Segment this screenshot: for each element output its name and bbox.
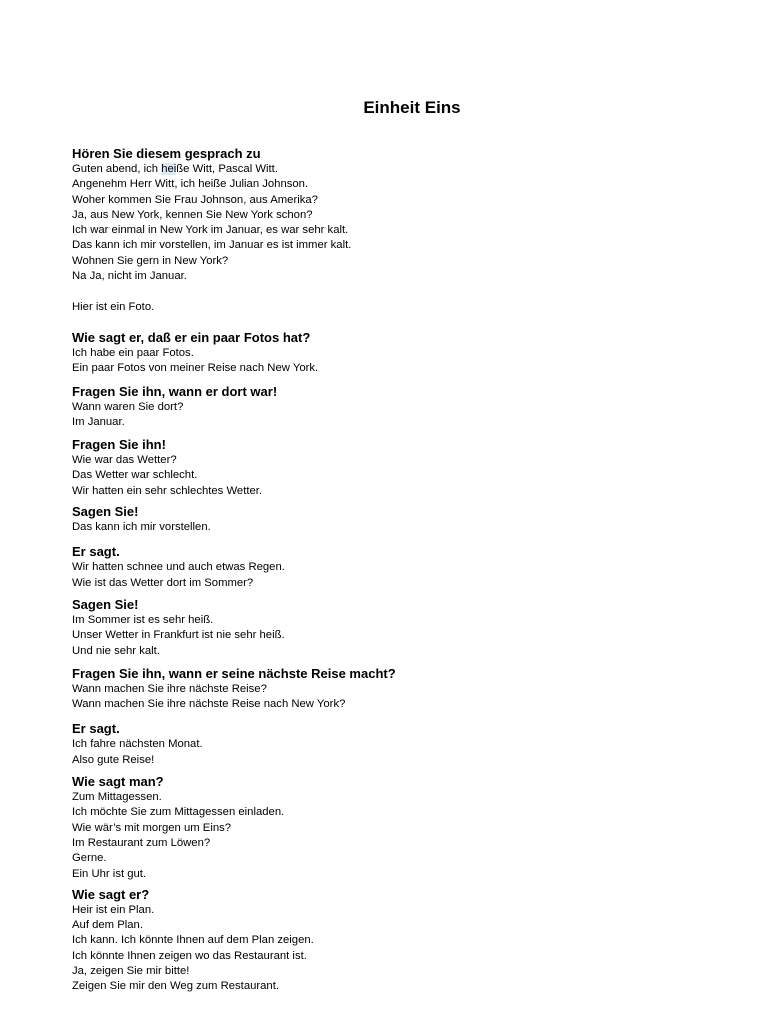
dialogue-line: Hier ist ein Foto. — [72, 300, 155, 313]
dialogue-line: Wohnen Sie gern in New York? — [72, 254, 229, 267]
dialogue-section — [72, 886, 712, 995]
dialogue-line: Also gute Reise! — [72, 753, 155, 766]
dialogue-section — [72, 596, 712, 659]
dialogue-section — [72, 503, 712, 535]
dialogue-line: Na Ja, nicht im Januar. — [72, 270, 187, 283]
section-heading: Fragen Sie ihn! — [72, 437, 166, 453]
dialogue-line: Wie ist das Wetter dort im Sommer? — [72, 576, 254, 589]
section-heading: Er sagt. — [72, 721, 120, 737]
dialogue-line: Gerne. — [72, 852, 107, 865]
dialogue-line: Im Januar. — [72, 415, 125, 428]
section-heading: Hören Sie diesem gesprach zu — [72, 146, 261, 161]
dialogue-line: Das kann ich mir vorstellen. — [72, 521, 211, 534]
section-heading: Sagen Sie! — [72, 596, 139, 612]
section-heading: Fragen Sie ihn, wann er seine nächste Reise macht? — [72, 665, 396, 681]
dialogue-line: Wie war das Wetter? — [72, 454, 177, 467]
dialogue-line: Im Sommer ist es sehr heiß. — [72, 613, 214, 626]
dialogue-line: Das Wetter war schlecht. — [72, 469, 198, 482]
dialogue-line: Das kann ich mir vorstellen, im Januar es ist immer kalt. — [72, 239, 352, 252]
dialogue-line: Woher kommen Sie Frau Johnson, aus Amerika? — [72, 193, 318, 206]
dialogue-section — [72, 145, 712, 315]
document-title: Einheit Eins — [363, 98, 461, 117]
dialogue-section — [72, 665, 712, 713]
dialogue-section — [72, 436, 712, 499]
dialogue-line: Wann machen Sie ihre nächste Reise? — [72, 682, 267, 695]
blank-line — [72, 284, 712, 299]
section-heading: Wie sagt man? — [72, 774, 164, 790]
dialogue-section — [72, 383, 712, 431]
dialogue-line: Ein paar Fotos von meiner Reise nach New York. — [72, 362, 319, 375]
dialogue-line: Wir hatten schnee und auch etwas Regen. — [72, 561, 285, 574]
dialogue-line: Ich habe ein paar Fotos. — [72, 346, 194, 359]
section-heading: Fragen Sie ihn, wann er dort war! — [72, 383, 278, 399]
dialogue-section — [72, 543, 712, 591]
dialogue-line: Wir hatten ein sehr schlechtes Wetter. — [72, 484, 263, 497]
dialogue-line: Wann machen Sie ihre nächste Reise nach New York? — [72, 698, 346, 711]
dialogue-section — [72, 773, 712, 882]
dialogue-line: Ich möchte Sie zum Mittagessen einladen. — [72, 806, 285, 819]
dialogue-line: Im Restaurant zum Löwen? — [72, 836, 211, 849]
dialogue-line: Heir ist ein Plan. — [72, 903, 155, 916]
dialogue-line: Ich kann. Ich könnte Ihnen auf dem Plan zeigen. — [72, 934, 314, 947]
dialogue-line: Ich fahre nächsten Monat. — [72, 738, 203, 751]
dialogue-line: Auf dem Plan. — [72, 919, 143, 932]
dialogue-section — [72, 329, 712, 377]
dialogue-line: Zum Mittagessen. — [72, 791, 162, 804]
dialogue-line: Wie wär’s mit morgen um Eins? — [72, 821, 232, 834]
section-heading: Er sagt. — [72, 544, 120, 560]
dialogue-line: Ein Uhr ist gut. — [72, 867, 147, 880]
text-selection-highlight[interactable]: hei — [161, 163, 177, 175]
dialogue-line: Ja, zeigen Sie mir bitte! — [72, 964, 190, 977]
dialogue-line: Ja, aus New York, kennen Sie New York schon? — [72, 208, 313, 221]
dialogue-line: Ich war einmal in New York im Januar, es war sehr kalt. — [72, 224, 349, 237]
dialogue-line: Guten abend, ich heiße Witt, Pascal Witt. — [72, 163, 278, 175]
section-heading: Wie sagt er? — [72, 886, 150, 902]
dialogue-section — [72, 720, 712, 768]
dialogue-line: Angenehm Herr Witt, ich heiße Julian Johnson. — [72, 178, 309, 191]
dialogue-line: Zeigen Sie mir den Weg zum Restaurant. — [72, 980, 279, 993]
dialogue-line: Ich könnte Ihnen zeigen wo das Restaurant ist. — [72, 949, 307, 962]
section-heading: Sagen Sie! — [72, 504, 139, 520]
document-body — [72, 140, 712, 995]
section-heading: Wie sagt er, daß er ein paar Fotos hat? — [72, 329, 311, 345]
dialogue-line: Unser Wetter in Frankfurt ist nie sehr heiß. — [72, 629, 285, 642]
dialogue-line: Wann waren Sie dort? — [72, 400, 184, 413]
dialogue-line: Und nie sehr kalt. — [72, 644, 160, 657]
